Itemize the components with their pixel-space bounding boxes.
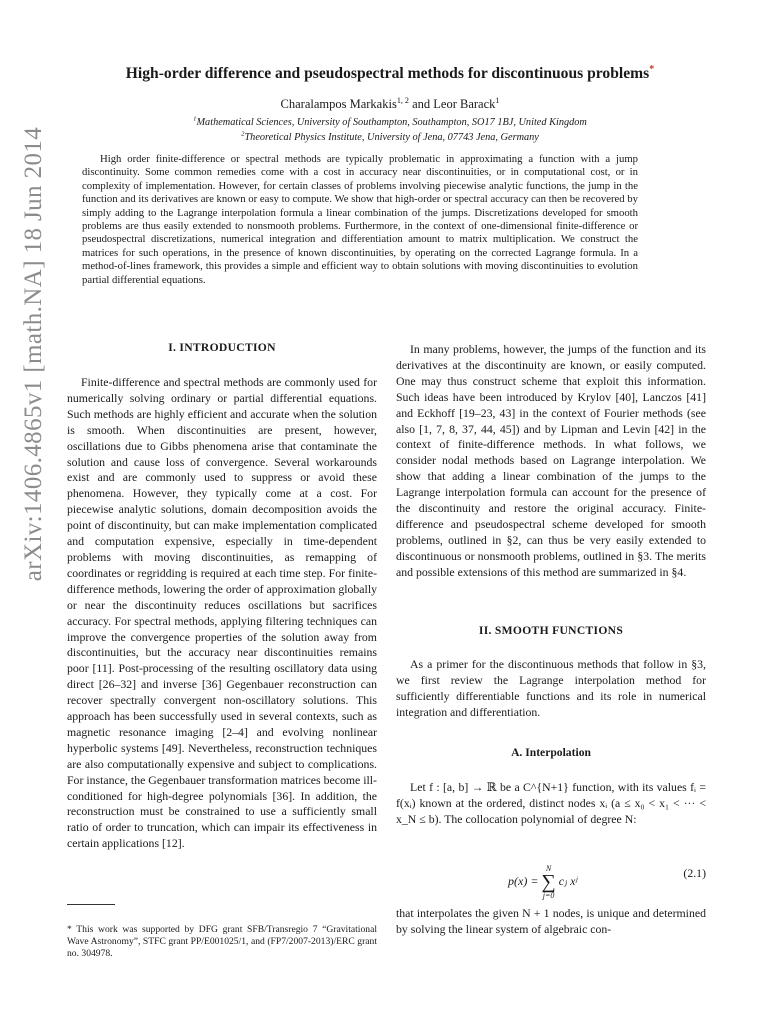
subsection-a-heading: A. Interpolation — [511, 746, 591, 759]
equation-2-1 — [396, 858, 706, 898]
summation-operator — [541, 864, 555, 900]
intro-paragraph: Finite-difference and spectral methods are commonly used for numerically solving ordinary or partial differential equations. Such methods are highly efficient and accurate when the solution is smooth. When discontinuities are present, however, oscillations due to Gibbs phenomena arise that contaminate the solution and cause loss of convergence. Several workarounds exist and are commonly used to suppress or avoid these phenomena. However, they typically come at a cost. For piecewise analytic solutions, domain decomposition avoids the point of discontinuity, but can make implementation complicated and computation expensive, especially in time-dependent problems with moving discontinuities, as remapping of coordinates or regridding is required at each time step. For finite-difference methods, lowering the order of approximation globally or near the discontinuity reduces oscillations but sacrifices accuracy. For spectral methods, applying filtering techniques can improve the convergence properties of the solution away from discontinuities, but the accuracy near discontinuities remains poor [11]. Post-processing of the resulting oscillatory data using direct [26–32] and inverse [36] Gegenbauer reconstruction can recover spectrally convergent non-oscillatory solutions. This approach has been successfully used in several contexts, such as magnetic resonance imaging [2–4] and evolving nonlinear hyperbolic systems [49]. Nevertheless, reconstruction techniques are also computationally expensive and subject to complications. For instance, the Gegenbauer transformation matrices become ill-conditioned for high-degree polynomials [36]. In addition, the reconstruction must be constrained to use a sufficiently small ratio of order to truncation, which can impair its effectiveness in certain applications [12]. — [67, 375, 377, 851]
title-footnote-mark[interactable]: * — [649, 64, 655, 75]
arxiv-watermark: arXiv:1406.4865v1 [math.NA] 18 Jun 2014 — [20, 126, 47, 582]
equation-number: (2.1) — [683, 866, 706, 880]
affiliation-1 — [60, 117, 720, 128]
author-line — [60, 97, 720, 112]
affiliation-1-mark: 1 — [193, 115, 197, 123]
title-text: High-order difference and pseudospectral methods for discontinuous problems — [125, 65, 650, 83]
section-1-heading: I. INTRODUCTION — [168, 341, 276, 354]
paper-title — [60, 64, 720, 83]
equation-rhs: cⱼ xʲ — [558, 873, 578, 888]
footnote-rule — [67, 904, 115, 905]
author-barack-affil: 1 — [495, 95, 500, 105]
sum-symbol: ∑ — [541, 871, 556, 893]
right-paragraph-1: In many problems, however, the jumps of the function and its derivatives at the discontinuity are known, or easily computed. One may thus construct scheme that exploit this information. Such ideas have been introduced by Krylov [40], Lanczos [41] and Eckhoff [19–23, 43] in the context of Fourier methods (see also [1, 7, 8, 37, 44, 45]) and by Lipman and Levin [42] in the context of finite-difference methods. In what follows, we consider nodal methods based on Lagrange interpolation. We show that adding a linear combination of the jumps to the Lagrange interpolation formula can account for the presence of the discontinuity and restore the original accuracy. Finite-difference and pseudospectral scheme developed for smooth problems, outlined in §2, can thus be very easily extended to discontinuous or nonsmooth problems, outlined in §3. The merits and possible extensions of this method are summarized in §4. — [396, 342, 706, 579]
footnote: * This work was supported by DFG grant SFB/Transregio 7 “Gravitational Wave Astronomy”, STFC grant PP/E001025/1, and (FP7/2007-2013)/ERC grant no. 304978. — [67, 924, 377, 959]
equation-lhs: p(x) = — [508, 873, 542, 888]
author-markakis: Charalampos Markakis — [280, 97, 397, 111]
affiliation-2-text: Theoretical Physics Institute, University of Jena, 07743 Jena, Germany — [244, 132, 539, 143]
affiliation-2-mark: 2 — [241, 130, 245, 138]
sum-upper-limit: N — [545, 864, 552, 873]
abstract: High order finite-difference or spectral methods are typically problematic in approximating a function with a jump discontinuity. Some common remedies come with a cost in accuracy near discontinuities, or in computational cost, or in complexity of implementation. However, for certain classes of problems involving piecewise analytic functions, the jump in the function and its derivatives are known or easy to compute. We show that high-order or spectral accuracy can then be recovered by simply adding to the Lagrange interpolation formula a linear combination of the jumps. Discretizations developed for smooth problems are thus easily extended to nonsmooth problems. Furthermore, in the context of one-dimensional finite-difference or pseudospectral discretizations, numerical integration and differentiation amount to matrix multiplication. We construct the matrices for such operations, in the presence of known discontinuities, by operating on the corrected Lagrange formula. In a method-of-lines framework, this provides a simple and efficient way to obtain solutions with moving discontinuities to evolution partial differential equations. — [82, 153, 638, 286]
right-paragraph-2: As a primer for the discontinuous methods that follow in §3, we first review the Lagrange interpolation method for sufficiently differentiable functions and its role in numerical integration and differentiation. — [396, 657, 706, 719]
affiliation-2 — [60, 132, 720, 143]
affiliation-1-text: Mathematical Sciences, University of Southampton, Southampton, SO17 1BJ, United Kingdom — [196, 117, 587, 128]
author-markakis-affil: 1, 2 — [396, 95, 409, 105]
equation-body — [508, 864, 577, 900]
sum-lower-limit: j=0 — [542, 891, 555, 900]
right-paragraph-4: that interpolates the given N + 1 nodes, is unique and determined by solving the linear system of algebraic con- — [396, 906, 706, 936]
section-2-heading: II. SMOOTH FUNCTIONS — [478, 624, 624, 637]
right-paragraph-3: Let f : [a, b] → ℝ be a C^{N+1} function, with its values fᵢ = f(xᵢ) known at the ordered, distinct nodes xᵢ (a ≤ x₀ < x₁ < ··· < x_N ≤ b). The collocation polynomial of degree N: — [396, 780, 706, 826]
author-and: and Leor Barack — [408, 97, 496, 111]
